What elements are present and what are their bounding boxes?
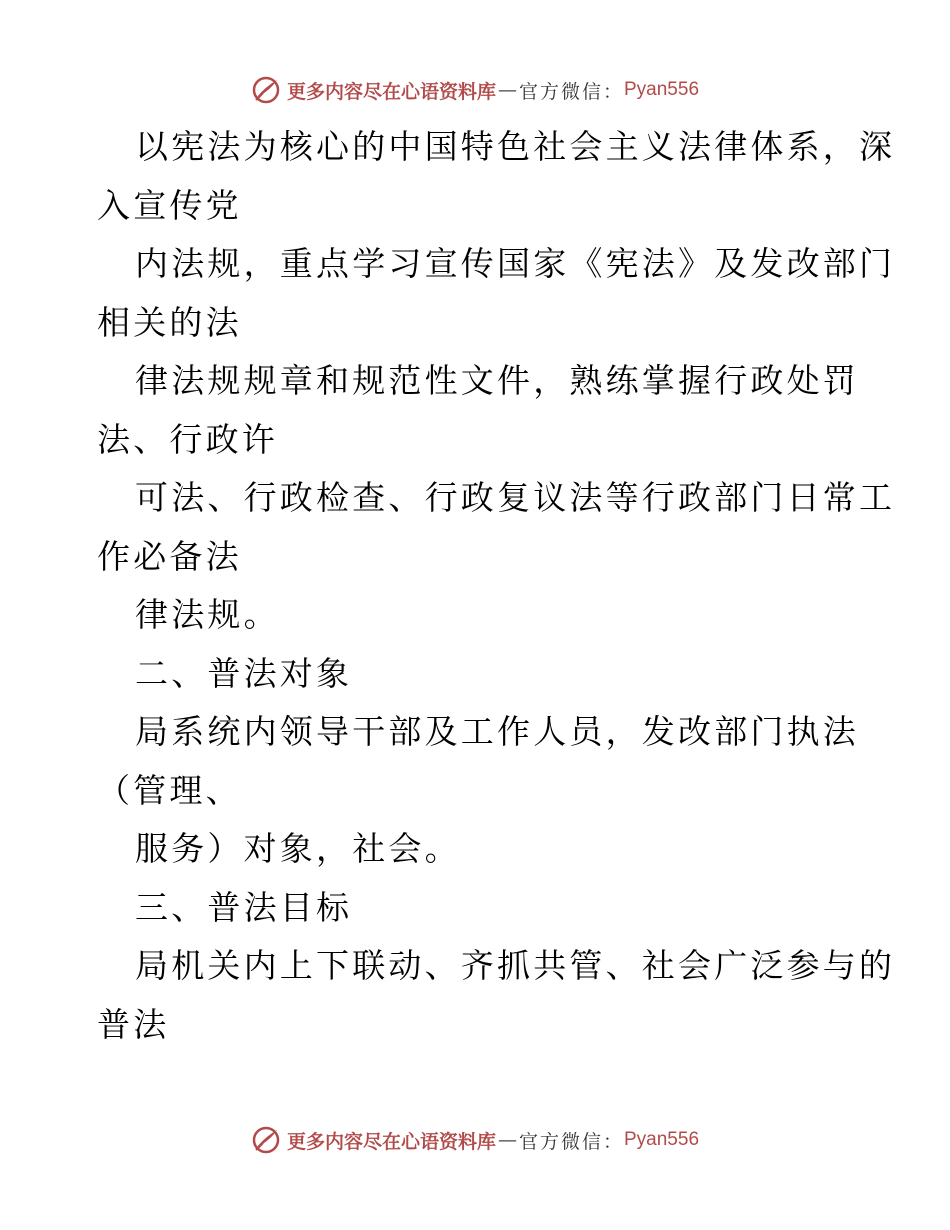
section-heading: 二、普法对象 (135, 653, 353, 693)
banner-wechat-label: 官方微信： (518, 1130, 624, 1153)
text-line: 局机关内上下联动、齐抓共管、社会广泛参与的 (135, 946, 896, 985)
banner-dash: — (497, 79, 517, 101)
banner-wechat-id: Pyan556 (624, 79, 700, 100)
text-line: 服务）对象，社会。 (135, 829, 461, 868)
text-line: 以宪法为核心的中国特色社会主义法律体系，深 (135, 127, 896, 166)
banner-wechat-id: Pyan556 (624, 1129, 700, 1150)
document-body (97, 118, 896, 1054)
text-line: 局系统内领导干部及工作人员，发改部门执法 (135, 712, 859, 751)
text-line: 可法、行政检查、行政复议法等行政部门日常工 (135, 478, 896, 517)
header-banner (0, 70, 950, 110)
text-line: 入宣传党 (97, 185, 242, 225)
text-line: 律法规。 (135, 595, 280, 634)
section-heading: 三、普法目标 (135, 887, 353, 927)
text-line: 律法规规章和规范性文件，熟练掌握行政处罚 (135, 361, 859, 400)
text-line: 相关的法 (97, 302, 242, 342)
footer-banner (0, 1120, 950, 1160)
text-line: 作必备法 (97, 536, 242, 576)
banner-site-name: 更多内容尽在心语资料库 (286, 1130, 496, 1153)
text-line: 内法规，重点学习宣传国家《宪法》及发改部门 (135, 244, 896, 283)
banner-wechat-label: 官方微信： (518, 80, 624, 103)
quill-logo-icon (251, 1125, 281, 1155)
banner-site-name: 更多内容尽在心语资料库 (286, 80, 496, 103)
banner-dash: — (497, 1129, 517, 1151)
text-line: 普法 (97, 1004, 170, 1044)
text-line: （管理、 (97, 770, 242, 810)
quill-logo-icon (251, 75, 281, 105)
text-line: 法、行政许 (97, 419, 278, 459)
